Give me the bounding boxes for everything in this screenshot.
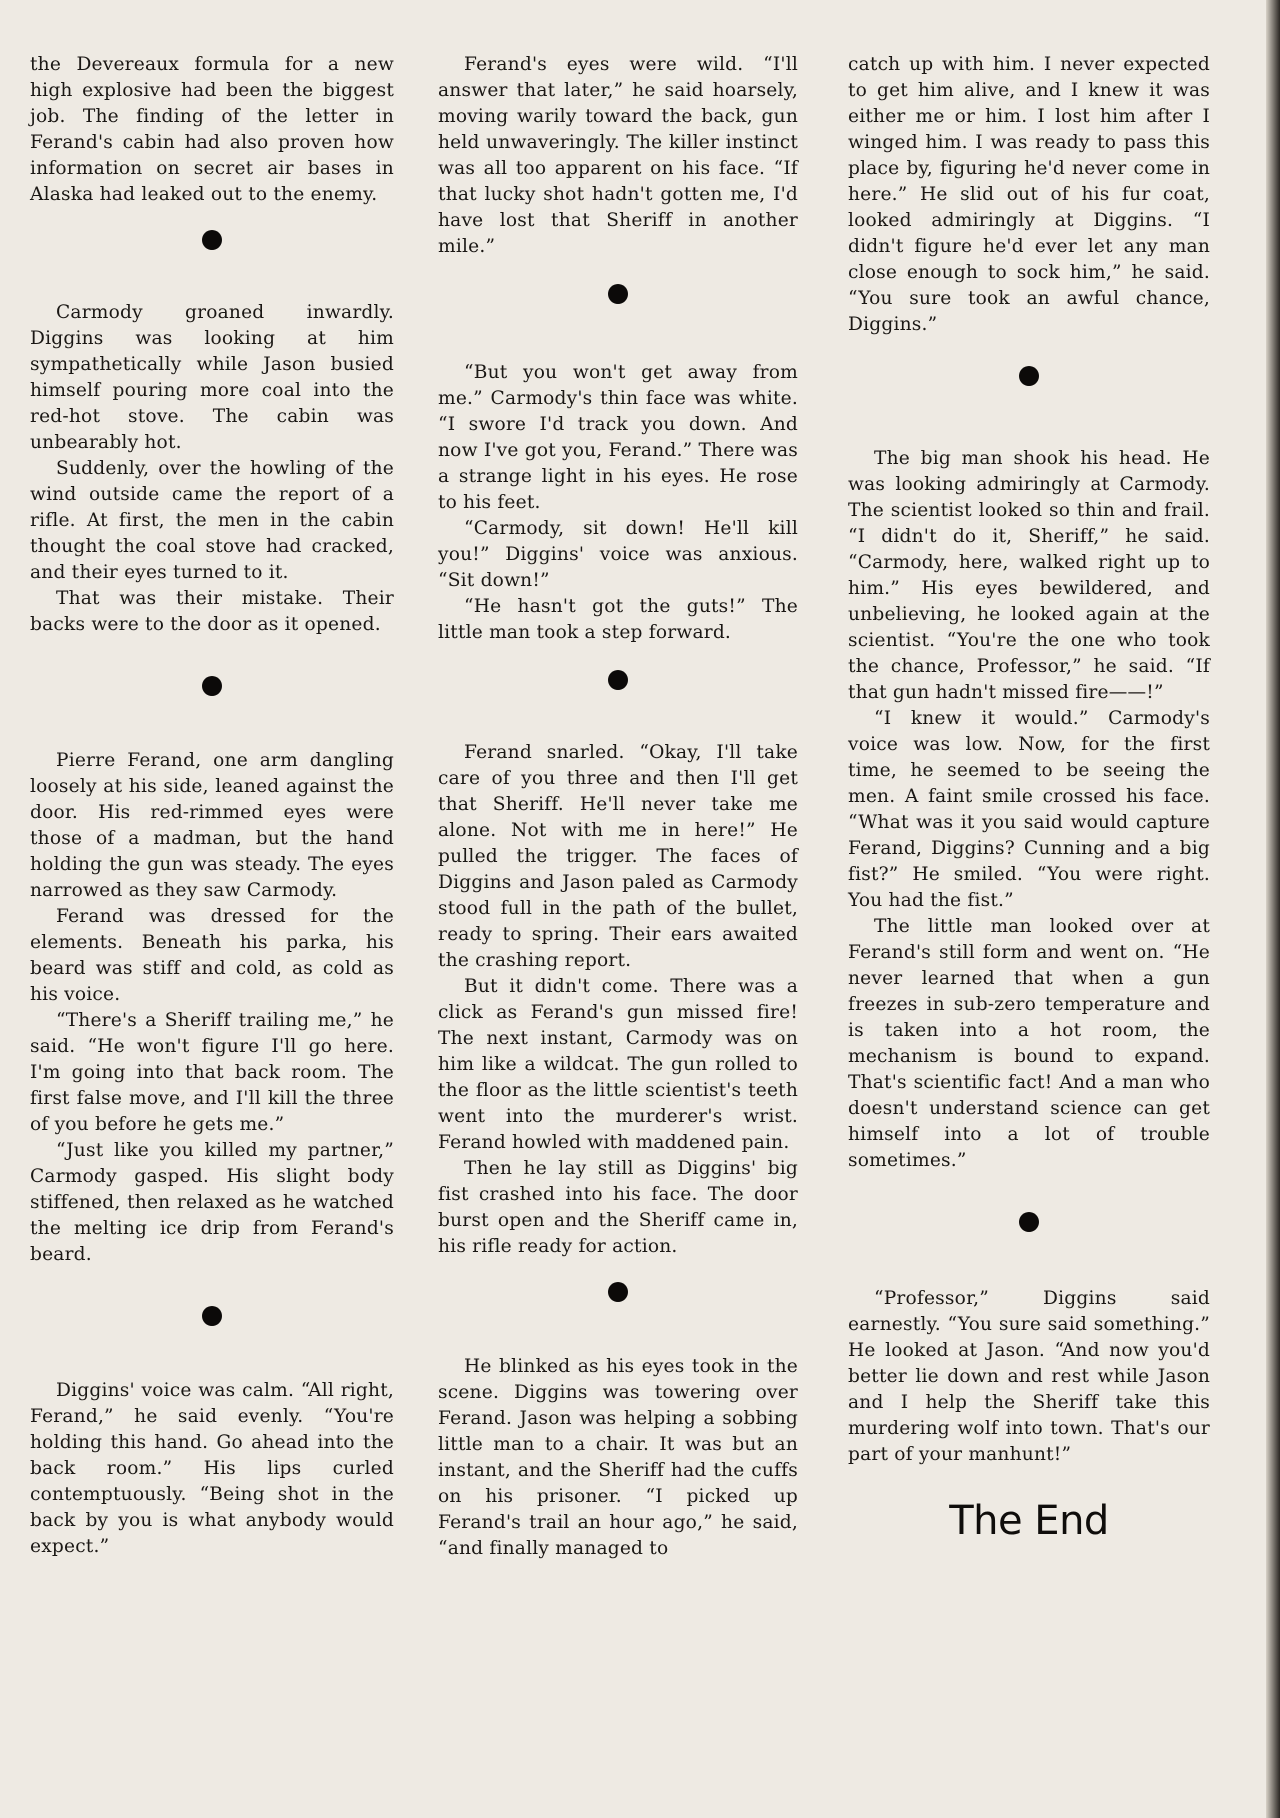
story-paragraph: That was their mistake. Their backs were to the door as it opened. bbox=[30, 588, 394, 635]
section-separator-dot bbox=[608, 670, 628, 690]
story-paragraph: He blinked as his eyes took in the scene. Diggins was towering over Ferand. Jason was helping a sobbing little man to a chair. It was but an instant, and the Sheriff had the cuffs on his prisoner. “I picked up Ferand's trail an hour ago,” he said, “and finally managed to bbox=[438, 1356, 798, 1559]
the-end-mark: The End bbox=[949, 1498, 1109, 1544]
section-separator-dot bbox=[1019, 366, 1039, 386]
story-paragraph: “But you won't get away from me.” Carmody's thin face was white. “I swore I'd track you down. And now I've got you, Ferand.” There was a strange light in his eyes. He rose to his feet. bbox=[438, 362, 798, 513]
story-paragraph: catch up with him. I never expected to get him alive, and I knew it was either me or him. I lost him after I winged him. I was ready to pass this place by, figuring he'd never come in here.” He slid out of his fur coat, looked admiringly at Diggins. “I didn't figure he'd ever let any man close enough to sock him,” he said. “You sure took an awful chance, Diggins.” bbox=[848, 54, 1210, 335]
column-1 bbox=[30, 52, 394, 1560]
story-paragraph: The big man shook his head. He was looking admiringly at Carmody. The scientist looked so thin and frail. “I didn't do it, Sheriff,” he said. “Carmody, here, walked right up to him.” His eyes bewildered, and unbelieving, he looked again at the scientist. “You're the one who took the chance, Professor,” he said. “If that gun hadn't missed fire——!” bbox=[848, 448, 1210, 703]
story-paragraph: “Professor,” Diggins said earnestly. “You sure said something.” He looked at Jason. “And now you'd better lie down and rest while Jason and I help the Sheriff take this murdering wolf into town. That's our part of your manhunt!” bbox=[848, 1288, 1210, 1465]
column-2 bbox=[438, 52, 798, 1562]
story-paragraph: the Devereaux formula for a new high explosive had been the biggest job. The finding of the letter in Ferand's cabin had also proven how information on secret air bases in Alaska had leaked out to the enemy. bbox=[30, 54, 394, 205]
story-paragraph: Pierre Ferand, one arm dangling loosely at his side, leaned against the door. His red-rimmed eyes were those of a madman, but the hand holding the gun was steady. The eyes narrowed as they saw Carmody. bbox=[30, 750, 394, 901]
story-paragraph: “Just like you killed my partner,” Carmody gasped. His slight body stiffened, then relaxed as he watched the melting ice drip from Ferand's beard. bbox=[30, 1140, 394, 1265]
story-paragraph: Then he lay still as Diggins' big fist crashed into his face. The door burst open and the Sheriff came in, his rifle ready for action. bbox=[438, 1158, 798, 1257]
story-paragraph: Ferand's eyes were wild. “I'll answer that later,” he said hoarsely, moving warily toward the back, gun held unwaveringly. The killer instinct was all too apparent on his face. “If that lucky shot hadn't gotten me, I'd have lost that Sheriff in another mile.” bbox=[438, 54, 798, 257]
story-paragraph: Ferand snarled. “Okay, I'll take care of you three and then I'll get that Sheriff. He'll never take me alone. Not with me in here!” He pulled the trigger. The faces of Diggins and Jason paled as Carmody stood full in the path of the bullet, ready to spring. Their ears awaited the crashing report. bbox=[438, 742, 798, 971]
story-paragraph: Carmody groaned inwardly. Diggins was looking at him sympathetically while Jason busied himself pouring more coal into the red-hot stove. The cabin was unbearably hot. bbox=[30, 302, 394, 453]
story-paragraph: “There's a Sheriff trailing me,” he said. “He won't figure I'll go here. I'm going into that back room. The first false move, and I'll kill the three of you before he gets me.” bbox=[30, 1010, 394, 1135]
story-paragraph: The little man looked over at Ferand's still form and went on. “He never learned that when a gun freezes in sub-zero temperature and is taken into a hot room, the mechanism is bound to expand. That's scientific fact! And a man who doesn't understand science can get himself into a lot of trouble sometimes.” bbox=[848, 916, 1210, 1171]
story-paragraph: Diggins' voice was calm. “All right, Ferand,” he said evenly. “You're holding this hand. Go ahead into the back room.” His lips curled contemptuously. “Being shot in the back by you is what anybody would expect.” bbox=[30, 1380, 394, 1557]
story-paragraph: Suddenly, over the howling of the wind outside came the report of a rifle. At first, the men in the cabin thought the coal stove had cracked, and their eyes turned to it. bbox=[30, 458, 394, 583]
section-separator-dot bbox=[1019, 1212, 1039, 1232]
story-paragraph: Ferand was dressed for the elements. Beneath his parka, his beard was stiff and cold, as cold as his voice. bbox=[30, 906, 394, 1005]
page-edge-shadow bbox=[1266, 0, 1280, 1818]
section-separator-dot bbox=[202, 676, 222, 696]
section-separator-dot bbox=[608, 1282, 628, 1302]
section-separator-dot bbox=[202, 230, 222, 250]
section-separator-dot bbox=[608, 284, 628, 304]
story-paragraph: But it didn't come. There was a click as Ferand's gun missed fire! The next instant, Carmody was on him like a wildcat. The gun rolled to the floor as the little scientist's teeth went into the murderer's wrist. Ferand howled with maddened pain. bbox=[438, 976, 798, 1153]
story-paragraph: “He hasn't got the guts!” The little man took a step forward. bbox=[438, 596, 798, 643]
column-3 bbox=[848, 52, 1210, 1544]
section-separator-dot bbox=[202, 1306, 222, 1326]
story-paragraph: “Carmody, sit down! He'll kill you!” Diggins' voice was anxious. “Sit down!” bbox=[438, 518, 798, 591]
story-paragraph: “I knew it would.” Carmody's voice was low. Now, for the first time, he seemed to be seeing the men. A faint smile crossed his face. “What was it you said would capture Ferand, Diggins? Cunning and a big fist?” He smiled. “You were right. You had the fist.” bbox=[848, 708, 1210, 911]
